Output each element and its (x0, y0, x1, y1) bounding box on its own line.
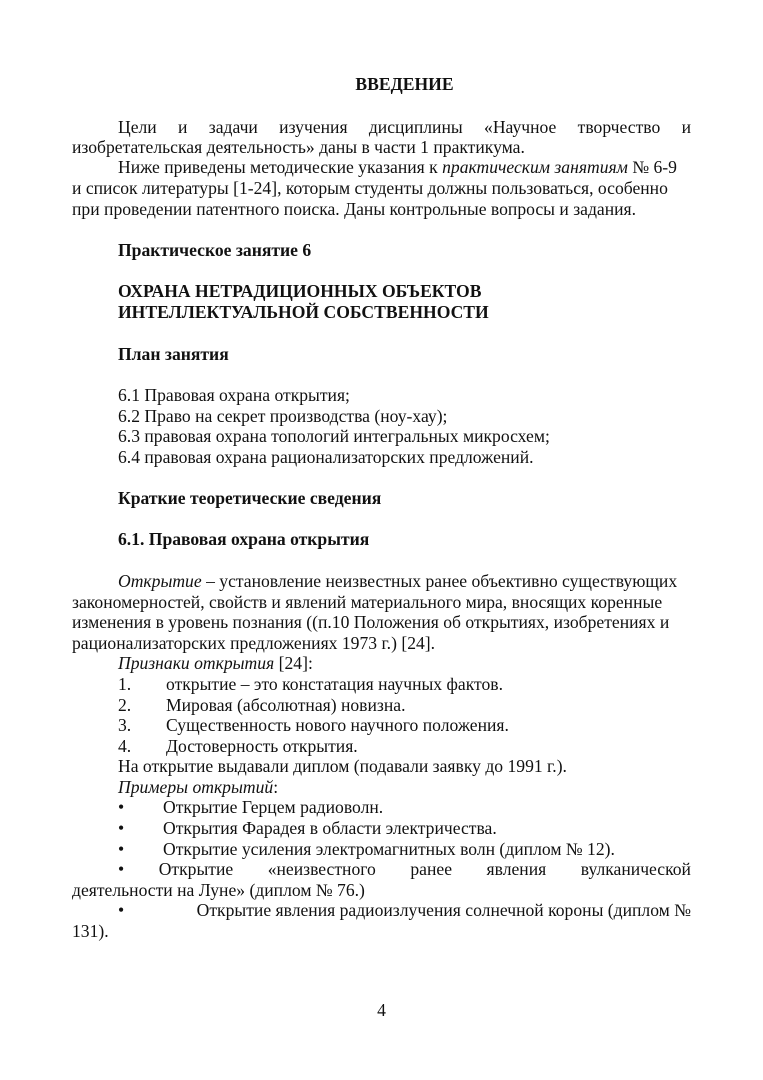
page-heading: ВВЕДЕНИЕ (355, 74, 454, 94)
emphasis: Примеры открытий (118, 777, 274, 797)
text: : (273, 777, 279, 797)
item-text: Открытия Фарадея в области электричества. (163, 818, 497, 838)
word: изучения (279, 117, 348, 137)
text: – установление неизвестных ранее объективно существующих (201, 571, 678, 591)
plan-item: 6.2 Право на секрет производства (ноу-хау); (118, 406, 448, 426)
signs-item (118, 715, 509, 735)
word: Цели (118, 117, 157, 137)
section-title: 6.1. Правовая охрана открытия (118, 529, 370, 549)
text: № 6-9 (627, 157, 677, 177)
intro-paragraph-2-line-2: и список литературы [1-24], которым студенты должны пользоваться, особенно (72, 178, 668, 198)
signs-item (118, 695, 405, 715)
theory-title: Краткие теоретические сведения (118, 488, 382, 508)
examples-title (118, 777, 278, 797)
definition-line-4: рационализаторских предложениях 1973 г.) [24]. (72, 633, 436, 653)
intro-paragraph-1-line-2: изобретательская деятельность» даны в части 1 практикума. (72, 137, 525, 157)
intro-paragraph-2-line-3: при проведении патентного поиска. Даны контрольные вопросы и задания. (72, 199, 637, 219)
page-number: 4 (377, 1000, 386, 1020)
definition-line-1 (118, 571, 677, 591)
item-number: 3. (118, 715, 132, 735)
word: «неизвестного (267, 859, 376, 879)
example-item (118, 839, 615, 859)
item-number: 4. (118, 736, 132, 756)
example-item-5-line-1 (118, 900, 691, 920)
word: и (681, 117, 691, 137)
lesson-title: Практическое занятие 6 (118, 240, 312, 260)
item-text: Достоверность открытия. (166, 736, 358, 756)
bullet-icon: • (118, 818, 125, 838)
word: «Научное (484, 117, 557, 137)
item-text: открытие – это констатация научных фактов. (166, 674, 503, 694)
word: задачи (208, 117, 258, 137)
bullet-icon: • (118, 797, 125, 817)
signs-title (118, 653, 313, 673)
item-text: Существенность нового научного положения. (166, 715, 509, 735)
example-item-4-line-1 (118, 859, 691, 879)
word: дисциплины (368, 117, 463, 137)
example-item-5-line-2: 131). (72, 921, 109, 941)
emphasis: Признаки открытия (118, 653, 275, 673)
item-text: Открытие усиления электромагнитных волн (диплом № 12). (163, 839, 615, 859)
signs-item (118, 674, 503, 694)
plan-title: План занятия (118, 344, 229, 364)
text: [24]: (274, 653, 313, 673)
word: и (178, 117, 188, 137)
emphasis: практическим занятиям (442, 157, 628, 177)
bullet-icon: • (118, 859, 125, 879)
plan-item: 6.3 правовая охрана топологий интегральных микросхем; (118, 426, 550, 446)
signs-item (118, 736, 358, 756)
bullet-icon: • (118, 900, 125, 920)
word: вулканической (580, 859, 691, 879)
intro-paragraph-1-line-1 (118, 117, 691, 137)
word: творчество (577, 117, 661, 137)
example-item (118, 818, 497, 838)
word: Открытие (158, 859, 234, 879)
topic-title-line-2: ИНТЕЛЛЕКТУАЛЬНОЙ СОБСТВЕННОСТИ (118, 302, 489, 322)
definition-term: Открытие (118, 571, 202, 591)
word: явления (486, 859, 547, 879)
definition-line-3: изменения в уровень познания ((п.10 Положения об открытиях, изобретениях и (72, 612, 670, 632)
item-number: 1. (118, 674, 132, 694)
bullet-icon: • (118, 839, 125, 859)
example-item-4-line-2: деятельности на Луне» (диплом № 76.) (72, 880, 365, 900)
text: Ниже приведены методические указания к (118, 157, 443, 177)
topic-title-line-1: ОХРАНА НЕТРАДИЦИОННЫХ ОБЪЕКТОВ (118, 281, 482, 301)
word: ранее (410, 859, 453, 879)
definition-line-2: закономерностей, свойств и явлений материального мира, вносящих коренные (72, 592, 663, 612)
plan-item: 6.1 Правовая охрана открытия; (118, 385, 350, 405)
item-number: 2. (118, 695, 132, 715)
diploma-note: На открытие выдавали диплом (подавали заявку до 1991 г.). (118, 756, 567, 776)
item-text: Открытие явления радиоизлучения солнечной короны (диплом № (196, 900, 691, 920)
plan-item: 6.4 правовая охрана рационализаторских предложений. (118, 447, 534, 467)
item-text: Мировая (абсолютная) новизна. (166, 695, 406, 715)
intro-paragraph-2-line-1 (118, 157, 677, 177)
item-text: Открытие Герцем радиоволн. (163, 797, 384, 817)
example-item (118, 797, 383, 817)
